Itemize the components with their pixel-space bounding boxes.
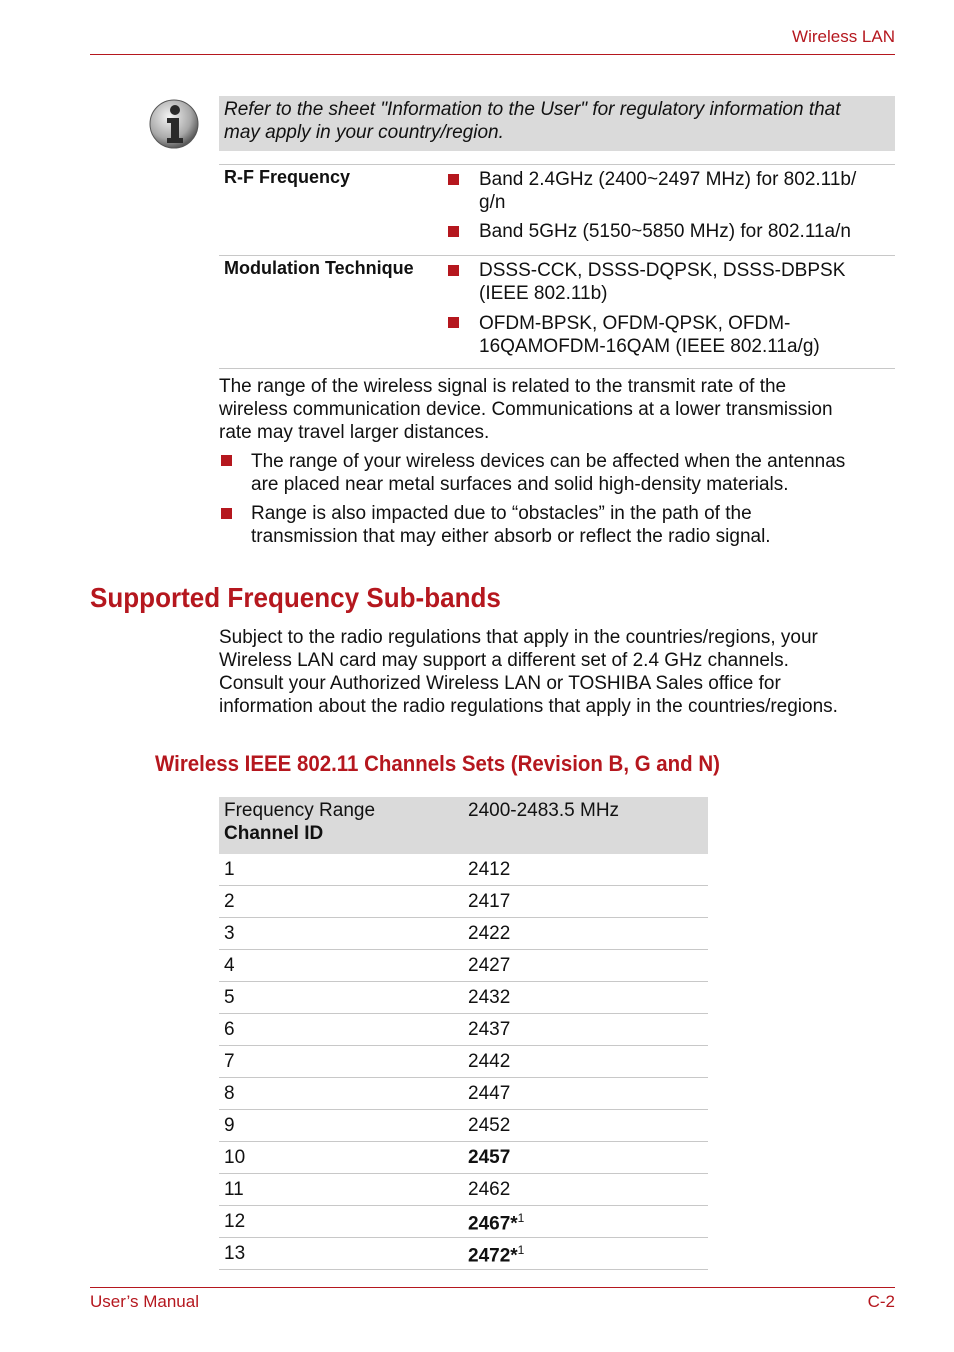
- info-icon: [148, 98, 200, 150]
- frequency-cell: [463, 1206, 708, 1238]
- range-bullet-2: Range is also impacted due to “obstacles” in the path of the transmission that may either absorb or reflect the radio signal.: [251, 503, 771, 547]
- header-cell-channel: Frequency Range Channel ID: [219, 797, 463, 854]
- rf-frequency-label: R-F Frequency: [224, 167, 351, 187]
- frequency-value: 2442: [468, 1051, 511, 1072]
- channel-id-cell: 12: [219, 1206, 463, 1238]
- frequency-value: 2412: [468, 859, 511, 880]
- frequency-cell: [463, 886, 708, 918]
- header-rule: [90, 54, 895, 55]
- bullet-icon: [448, 317, 459, 328]
- table-row: [219, 854, 708, 886]
- table-row: [219, 1046, 708, 1078]
- rf-item-1: Band 2.4GHz (2400~2497 MHz) for 802.11b/ g/n: [479, 169, 857, 213]
- frequency-cell: [463, 982, 708, 1014]
- footer-manual-title: User’s Manual: [90, 1292, 199, 1311]
- channel-id-cell: 4: [219, 950, 463, 982]
- table-row: [219, 1238, 708, 1270]
- frequency-value: 2472*: [468, 1245, 518, 1267]
- table-row: [219, 1078, 708, 1110]
- channels-table: [219, 797, 708, 1270]
- mod-item-2: OFDM-BPSK, OFDM-QPSK, OFDM- 16QAMOFDM-16QAM (IEEE 802.11a/g): [479, 313, 820, 357]
- page-number: C-2: [867, 1292, 895, 1311]
- frequency-cell: [463, 1078, 708, 1110]
- footer-rule: [90, 1287, 895, 1288]
- frequency-value: 2452: [468, 1115, 511, 1136]
- channel-id-cell: 1: [219, 854, 463, 886]
- subbands-heading: Supported Frequency Sub-bands: [90, 582, 501, 613]
- table-row: [219, 950, 708, 982]
- bullet-icon: [448, 265, 459, 276]
- table-row: [219, 1206, 708, 1238]
- channel-id-cell: 7: [219, 1046, 463, 1078]
- table-row: [219, 1142, 708, 1174]
- frequency-value: 2467*: [468, 1213, 518, 1235]
- range-bullet-1: The range of your wireless devices can be affected when the antennas are placed near metal surfaces and solid high-density materials.: [251, 451, 846, 495]
- frequency-cell: [463, 950, 708, 982]
- footnote-marker: 1: [517, 1243, 525, 1258]
- header-cell-frequency: 2400-2483.5 MHz: [463, 797, 708, 854]
- channel-id-cell: 5: [219, 982, 463, 1014]
- frequency-cell: [463, 1014, 708, 1046]
- channel-id-cell: 9: [219, 1110, 463, 1142]
- frequency-cell: [463, 1110, 708, 1142]
- modulation-label: Modulation Technique: [224, 258, 414, 278]
- table-row: [219, 1174, 708, 1206]
- frequency-value: 2437: [468, 1019, 511, 1040]
- table-row: [219, 1014, 708, 1046]
- running-header: Wireless LAN: [792, 27, 895, 46]
- table-row: [219, 1110, 708, 1142]
- channel-id-cell: 2: [219, 886, 463, 918]
- channel-id-cell: 13: [219, 1238, 463, 1270]
- bullet-icon: [448, 226, 459, 237]
- channels-heading: Wireless IEEE 802.11 Channels Sets (Revision B, G and N): [155, 751, 720, 776]
- bullet-icon: [448, 174, 459, 185]
- frequency-cell: [463, 918, 708, 950]
- channel-id-cell: 8: [219, 1078, 463, 1110]
- bullet-icon: [221, 455, 232, 466]
- frequency-value: 2422: [468, 923, 511, 944]
- frequency-cell: [463, 1046, 708, 1078]
- regulatory-note: [219, 96, 895, 151]
- bullet-icon: [221, 508, 232, 519]
- frequency-cell: [463, 1238, 708, 1270]
- frequency-value: 2447: [468, 1083, 511, 1104]
- frequency-cell: [463, 1174, 708, 1206]
- table-row: [219, 982, 708, 1014]
- frequency-value: 2462: [468, 1179, 511, 1200]
- range-paragraph: The range of the wireless signal is related to the transmit rate of the wireless communication device. Communications at a lower transmission rate may travel larger distances.: [219, 376, 833, 443]
- table-header-row: [219, 797, 708, 854]
- frequency-cell: [463, 854, 708, 886]
- spec-divider: [219, 368, 895, 369]
- frequency-value: 2457: [468, 1147, 511, 1168]
- rf-item-2: Band 5GHz (5150~5850 MHz) for 802.11a/n: [479, 221, 851, 242]
- spec-divider: [219, 255, 895, 256]
- channel-id-cell: 11: [219, 1174, 463, 1206]
- table-row: [219, 886, 708, 918]
- frequency-value: 2417: [468, 891, 511, 912]
- frequency-cell: [463, 1142, 708, 1174]
- note-text: Refer to the sheet "Information to the User" for regulatory information that may apply in your country/region.: [224, 99, 841, 143]
- channel-id-cell: 6: [219, 1014, 463, 1046]
- mod-item-1: DSSS-CCK, DSSS-DQPSK, DSSS-DBPSK (IEEE 802.11b): [479, 260, 846, 304]
- channel-id-cell: 10: [219, 1142, 463, 1174]
- table-row: [219, 918, 708, 950]
- subbands-paragraph: Subject to the radio regulations that apply in the countries/regions, your Wireless LAN card may support a different set of 2.4 GHz channels. Consult your Authorized Wireless LAN or TOSHIBA Sales office for information about the radio regulations that apply in the countries/regions.: [219, 627, 838, 717]
- channel-id-cell: 3: [219, 918, 463, 950]
- footnote-marker: 1: [517, 1211, 525, 1226]
- frequency-value: 2432: [468, 987, 511, 1008]
- spec-divider: [219, 164, 895, 165]
- frequency-value: 2427: [468, 955, 511, 976]
